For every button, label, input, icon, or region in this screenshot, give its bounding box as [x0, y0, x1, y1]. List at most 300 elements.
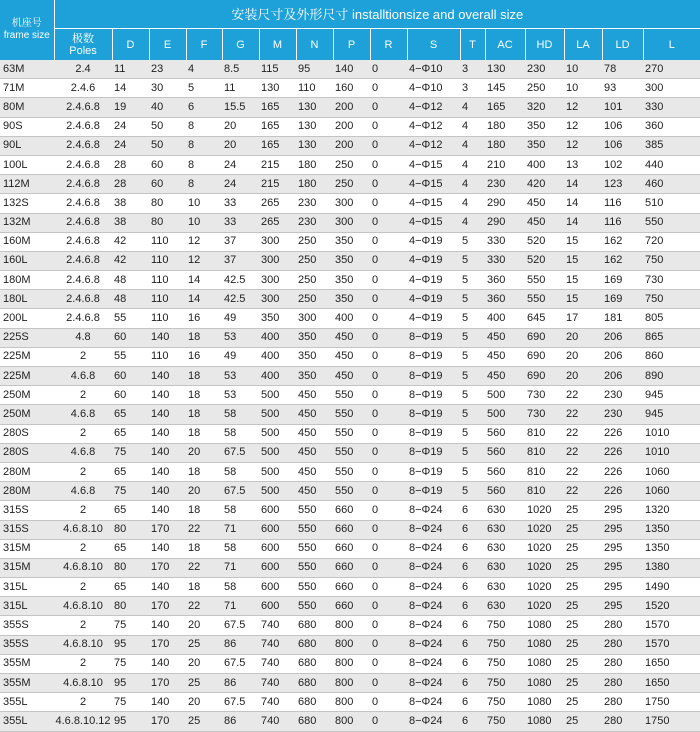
- cell-g: 86: [222, 712, 259, 731]
- poles-header-en: Poles: [69, 44, 97, 57]
- column-header-p: P: [333, 29, 370, 61]
- cell-d: 75: [112, 693, 149, 712]
- cell-frame: 355S: [0, 635, 54, 654]
- column-header-ld: LD: [602, 29, 643, 61]
- cell-t: 3: [460, 60, 485, 79]
- column-header-l: L: [643, 29, 700, 61]
- cell-g: 58: [222, 539, 259, 558]
- cell-r: 0: [370, 155, 407, 174]
- cell-la: 22: [564, 386, 602, 405]
- cell-ld: 116: [602, 194, 643, 213]
- cell-frame: 315L: [0, 597, 54, 616]
- cell-f: 18: [186, 501, 222, 520]
- cell-f: 18: [186, 328, 222, 347]
- column-header-g: G: [222, 29, 259, 61]
- cell-la: 20: [564, 347, 602, 366]
- cell-m: 300: [259, 271, 296, 290]
- cell-l: 270: [643, 60, 700, 79]
- cell-la: 14: [564, 194, 602, 213]
- cell-n: 250: [296, 271, 333, 290]
- cell-n: 450: [296, 405, 333, 424]
- cell-frame: 250M: [0, 405, 54, 424]
- cell-f: 14: [186, 271, 222, 290]
- cell-r: 0: [370, 654, 407, 673]
- cell-m: 600: [259, 597, 296, 616]
- cell-f: 10: [186, 213, 222, 232]
- cell-e: 140: [149, 367, 186, 386]
- cell-ld: 295: [602, 558, 643, 577]
- cell-hd: 730: [525, 386, 564, 405]
- cell-g: 67.5: [222, 443, 259, 462]
- cell-la: 25: [564, 693, 602, 712]
- cell-p: 800: [333, 712, 370, 731]
- cell-p: 350: [333, 271, 370, 290]
- cell-frame: 280S: [0, 443, 54, 462]
- cell-l: 550: [643, 213, 700, 232]
- cell-poles: 2.4.6.8: [54, 309, 112, 328]
- cell-frame: 315S: [0, 501, 54, 520]
- cell-p: 800: [333, 693, 370, 712]
- cell-la: 10: [564, 60, 602, 79]
- cell-s: 4−Φ15: [407, 194, 460, 213]
- cell-frame: 315M: [0, 539, 54, 558]
- cell-s: 8−Φ19: [407, 367, 460, 386]
- cell-m: 740: [259, 712, 296, 731]
- cell-r: 0: [370, 213, 407, 232]
- cell-m: 215: [259, 155, 296, 174]
- cell-la: 25: [564, 616, 602, 635]
- cell-hd: 400: [525, 155, 564, 174]
- cell-p: 800: [333, 654, 370, 673]
- cell-f: 18: [186, 405, 222, 424]
- cell-d: 80: [112, 520, 149, 539]
- cell-f: 12: [186, 232, 222, 251]
- cell-p: 200: [333, 98, 370, 117]
- cell-n: 550: [296, 558, 333, 577]
- cell-r: 0: [370, 136, 407, 155]
- cell-ld: 116: [602, 213, 643, 232]
- cell-m: 130: [259, 79, 296, 98]
- cell-m: 400: [259, 347, 296, 366]
- cell-t: 4: [460, 175, 485, 194]
- cell-t: 5: [460, 462, 485, 481]
- cell-p: 400: [333, 309, 370, 328]
- cell-f: 18: [186, 462, 222, 481]
- table-row: [0, 424, 700, 443]
- cell-m: 600: [259, 520, 296, 539]
- cell-n: 550: [296, 501, 333, 520]
- cell-r: 0: [370, 309, 407, 328]
- cell-r: 0: [370, 194, 407, 213]
- cell-frame: 180L: [0, 290, 54, 309]
- cell-e: 30: [149, 79, 186, 98]
- cell-hd: 550: [525, 271, 564, 290]
- cell-l: 1750: [643, 712, 700, 731]
- cell-ld: 280: [602, 674, 643, 693]
- cell-s: 4−Φ12: [407, 136, 460, 155]
- cell-frame: 355M: [0, 654, 54, 673]
- poles-header: [54, 29, 112, 61]
- cell-d: 75: [112, 482, 149, 501]
- cell-l: 440: [643, 155, 700, 174]
- cell-g: 49: [222, 347, 259, 366]
- cell-r: 0: [370, 328, 407, 347]
- cell-ac: 750: [485, 712, 525, 731]
- cell-la: 25: [564, 578, 602, 597]
- cell-la: 22: [564, 482, 602, 501]
- cell-n: 250: [296, 290, 333, 309]
- cell-poles: 4.6.8: [54, 443, 112, 462]
- cell-la: 25: [564, 501, 602, 520]
- cell-f: 18: [186, 367, 222, 386]
- table-row: [0, 520, 700, 539]
- cell-ac: 560: [485, 443, 525, 462]
- cell-la: 25: [564, 539, 602, 558]
- cell-g: 33: [222, 194, 259, 213]
- cell-poles: 2.4.6.8: [54, 155, 112, 174]
- cell-s: 8−Φ24: [407, 520, 460, 539]
- cell-poles: 2: [54, 654, 112, 673]
- cell-ld: 280: [602, 616, 643, 635]
- cell-t: 4: [460, 194, 485, 213]
- cell-d: 55: [112, 309, 149, 328]
- cell-m: 500: [259, 462, 296, 481]
- cell-f: 18: [186, 386, 222, 405]
- cell-n: 300: [296, 309, 333, 328]
- cell-t: 5: [460, 328, 485, 347]
- cell-la: 15: [564, 271, 602, 290]
- cell-ld: 169: [602, 290, 643, 309]
- cell-ld: 280: [602, 635, 643, 654]
- cell-d: 60: [112, 386, 149, 405]
- cell-l: 890: [643, 367, 700, 386]
- cell-s: 8−Φ24: [407, 558, 460, 577]
- cell-p: 550: [333, 443, 370, 462]
- cell-s: 4−Φ10: [407, 60, 460, 79]
- table-row: [0, 328, 700, 347]
- cell-ac: 360: [485, 271, 525, 290]
- cell-p: 300: [333, 213, 370, 232]
- cell-frame: 355S: [0, 616, 54, 635]
- cell-g: 42.5: [222, 290, 259, 309]
- table-row: [0, 367, 700, 386]
- cell-n: 95: [296, 60, 333, 79]
- cell-la: 14: [564, 213, 602, 232]
- cell-f: 20: [186, 443, 222, 462]
- cell-hd: 810: [525, 443, 564, 462]
- cell-s: 8−Φ19: [407, 482, 460, 501]
- table-row: [0, 271, 700, 290]
- cell-l: 860: [643, 347, 700, 366]
- cell-e: 110: [149, 290, 186, 309]
- cell-s: 8−Φ24: [407, 674, 460, 693]
- cell-ld: 230: [602, 386, 643, 405]
- cell-d: 60: [112, 328, 149, 347]
- cell-m: 600: [259, 501, 296, 520]
- cell-e: 110: [149, 347, 186, 366]
- cell-ac: 500: [485, 386, 525, 405]
- cell-e: 170: [149, 520, 186, 539]
- cell-ac: 145: [485, 79, 525, 98]
- cell-ld: 78: [602, 60, 643, 79]
- cell-n: 680: [296, 674, 333, 693]
- cell-e: 170: [149, 712, 186, 731]
- cell-poles: 2.4.6.8: [54, 117, 112, 136]
- cell-la: 12: [564, 136, 602, 155]
- cell-t: 6: [460, 712, 485, 731]
- cell-e: 140: [149, 328, 186, 347]
- cell-poles: 2: [54, 462, 112, 481]
- cell-poles: 2: [54, 693, 112, 712]
- cell-p: 300: [333, 194, 370, 213]
- cell-la: 12: [564, 98, 602, 117]
- cell-f: 18: [186, 424, 222, 443]
- table-row: [0, 194, 700, 213]
- cell-poles: 2.4.6.8: [54, 232, 112, 251]
- cell-m: 500: [259, 424, 296, 443]
- cell-g: 33: [222, 213, 259, 232]
- cell-poles: 2: [54, 386, 112, 405]
- column-header-la: LA: [564, 29, 602, 61]
- column-header-r: R: [370, 29, 407, 61]
- cell-ld: 162: [602, 232, 643, 251]
- cell-l: 330: [643, 98, 700, 117]
- cell-d: 65: [112, 501, 149, 520]
- cell-ac: 210: [485, 155, 525, 174]
- cell-frame: 225M: [0, 347, 54, 366]
- cell-f: 12: [186, 251, 222, 270]
- cell-hd: 350: [525, 117, 564, 136]
- cell-t: 5: [460, 405, 485, 424]
- cell-p: 550: [333, 424, 370, 443]
- cell-f: 25: [186, 712, 222, 731]
- cell-hd: 645: [525, 309, 564, 328]
- cell-p: 550: [333, 482, 370, 501]
- cell-poles: 2.4.6.8: [54, 213, 112, 232]
- cell-t: 5: [460, 347, 485, 366]
- cell-la: 22: [564, 405, 602, 424]
- cell-l: 1650: [643, 674, 700, 693]
- cell-n: 130: [296, 117, 333, 136]
- cell-e: 110: [149, 309, 186, 328]
- cell-f: 20: [186, 482, 222, 501]
- cell-t: 5: [460, 232, 485, 251]
- cell-t: 6: [460, 616, 485, 635]
- cell-e: 40: [149, 98, 186, 117]
- cell-p: 250: [333, 155, 370, 174]
- table-row: [0, 674, 700, 693]
- cell-d: 24: [112, 117, 149, 136]
- cell-f: 20: [186, 693, 222, 712]
- cell-frame: 132M: [0, 213, 54, 232]
- table-row: [0, 347, 700, 366]
- cell-frame: 200L: [0, 309, 54, 328]
- cell-n: 130: [296, 98, 333, 117]
- cell-t: 6: [460, 674, 485, 693]
- cell-d: 28: [112, 175, 149, 194]
- cell-t: 5: [460, 424, 485, 443]
- cell-s: 8−Φ19: [407, 443, 460, 462]
- table-row: [0, 175, 700, 194]
- cell-m: 115: [259, 60, 296, 79]
- cell-frame: 112M: [0, 175, 54, 194]
- cell-frame: 90L: [0, 136, 54, 155]
- cell-r: 0: [370, 271, 407, 290]
- table-row: [0, 693, 700, 712]
- cell-m: 740: [259, 616, 296, 635]
- cell-t: 4: [460, 155, 485, 174]
- cell-s: 4−Φ10: [407, 79, 460, 98]
- cell-hd: 810: [525, 462, 564, 481]
- cell-ld: 295: [602, 520, 643, 539]
- cell-d: 42: [112, 232, 149, 251]
- cell-s: 8−Φ19: [407, 347, 460, 366]
- cell-g: 58: [222, 501, 259, 520]
- cell-poles: 2: [54, 578, 112, 597]
- cell-s: 8−Φ19: [407, 424, 460, 443]
- table-title: 安装尺寸及外形尺寸 installtionsize and overall size: [54, 0, 700, 29]
- cell-hd: 1020: [525, 520, 564, 539]
- cell-r: 0: [370, 367, 407, 386]
- cell-r: 0: [370, 117, 407, 136]
- cell-s: 8−Φ24: [407, 693, 460, 712]
- cell-g: 24: [222, 175, 259, 194]
- cell-g: 67.5: [222, 616, 259, 635]
- cell-ld: 226: [602, 482, 643, 501]
- cell-poles: 2.4.6.8: [54, 271, 112, 290]
- cell-ld: 101: [602, 98, 643, 117]
- cell-d: 65: [112, 424, 149, 443]
- cell-ac: 450: [485, 328, 525, 347]
- table-row: [0, 251, 700, 270]
- table-row: [0, 616, 700, 635]
- cell-p: 660: [333, 501, 370, 520]
- cell-poles: 4.6.8.10: [54, 597, 112, 616]
- cell-frame: 280S: [0, 424, 54, 443]
- cell-p: 450: [333, 347, 370, 366]
- cell-hd: 1080: [525, 693, 564, 712]
- cell-n: 250: [296, 232, 333, 251]
- cell-frame: 132S: [0, 194, 54, 213]
- cell-m: 740: [259, 674, 296, 693]
- cell-ac: 630: [485, 520, 525, 539]
- cell-n: 680: [296, 616, 333, 635]
- table-row: [0, 578, 700, 597]
- cell-ac: 180: [485, 136, 525, 155]
- cell-d: 48: [112, 290, 149, 309]
- cell-ld: 181: [602, 309, 643, 328]
- cell-r: 0: [370, 424, 407, 443]
- cell-ac: 165: [485, 98, 525, 117]
- cell-e: 80: [149, 194, 186, 213]
- cell-p: 660: [333, 597, 370, 616]
- cell-ac: 290: [485, 194, 525, 213]
- table-row: [0, 60, 700, 79]
- cell-ld: 102: [602, 155, 643, 174]
- cell-n: 550: [296, 539, 333, 558]
- cell-l: 1750: [643, 693, 700, 712]
- cell-s: 4−Φ19: [407, 290, 460, 309]
- cell-la: 20: [564, 328, 602, 347]
- cell-frame: 280M: [0, 462, 54, 481]
- cell-f: 22: [186, 597, 222, 616]
- table-row: [0, 213, 700, 232]
- cell-p: 350: [333, 232, 370, 251]
- cell-la: 17: [564, 309, 602, 328]
- cell-g: 37: [222, 251, 259, 270]
- cell-f: 8: [186, 136, 222, 155]
- cell-l: 1570: [643, 616, 700, 635]
- cell-hd: 250: [525, 79, 564, 98]
- cell-frame: 225S: [0, 328, 54, 347]
- cell-e: 170: [149, 674, 186, 693]
- cell-frame: 71M: [0, 79, 54, 98]
- cell-g: 49: [222, 309, 259, 328]
- cell-e: 140: [149, 539, 186, 558]
- cell-n: 230: [296, 194, 333, 213]
- cell-m: 300: [259, 251, 296, 270]
- cell-r: 0: [370, 251, 407, 270]
- cell-l: 750: [643, 290, 700, 309]
- cell-poles: 4.6.8.10: [54, 674, 112, 693]
- cell-p: 200: [333, 136, 370, 155]
- column-header-hd: HD: [525, 29, 564, 61]
- cell-p: 800: [333, 616, 370, 635]
- cell-p: 660: [333, 578, 370, 597]
- cell-la: 25: [564, 654, 602, 673]
- column-header-f: F: [186, 29, 222, 61]
- cell-g: 67.5: [222, 693, 259, 712]
- cell-s: 8−Φ24: [407, 539, 460, 558]
- cell-s: 8−Φ24: [407, 635, 460, 654]
- cell-ac: 630: [485, 597, 525, 616]
- cell-e: 170: [149, 635, 186, 654]
- cell-poles: 2: [54, 424, 112, 443]
- cell-hd: 1080: [525, 654, 564, 673]
- cell-hd: 730: [525, 405, 564, 424]
- cell-l: 750: [643, 251, 700, 270]
- cell-frame: 180M: [0, 271, 54, 290]
- cell-l: 1350: [643, 539, 700, 558]
- cell-r: 0: [370, 674, 407, 693]
- cell-l: 460: [643, 175, 700, 194]
- cell-f: 10: [186, 194, 222, 213]
- cell-r: 0: [370, 175, 407, 194]
- cell-m: 165: [259, 98, 296, 117]
- cell-d: 75: [112, 654, 149, 673]
- cell-l: 1060: [643, 482, 700, 501]
- cell-f: 16: [186, 309, 222, 328]
- cell-ld: 226: [602, 462, 643, 481]
- cell-hd: 1080: [525, 674, 564, 693]
- cell-hd: 1020: [525, 539, 564, 558]
- cell-d: 65: [112, 405, 149, 424]
- cell-g: 86: [222, 674, 259, 693]
- cell-e: 140: [149, 405, 186, 424]
- cell-t: 6: [460, 578, 485, 597]
- cell-ld: 93: [602, 79, 643, 98]
- cell-ld: 169: [602, 271, 643, 290]
- cell-e: 140: [149, 578, 186, 597]
- cell-ac: 750: [485, 616, 525, 635]
- cell-la: 25: [564, 558, 602, 577]
- cell-f: 25: [186, 674, 222, 693]
- cell-poles: 4.6.8.10: [54, 520, 112, 539]
- cell-ld: 226: [602, 443, 643, 462]
- cell-n: 450: [296, 462, 333, 481]
- cell-n: 450: [296, 482, 333, 501]
- column-header-ac: AC: [485, 29, 525, 61]
